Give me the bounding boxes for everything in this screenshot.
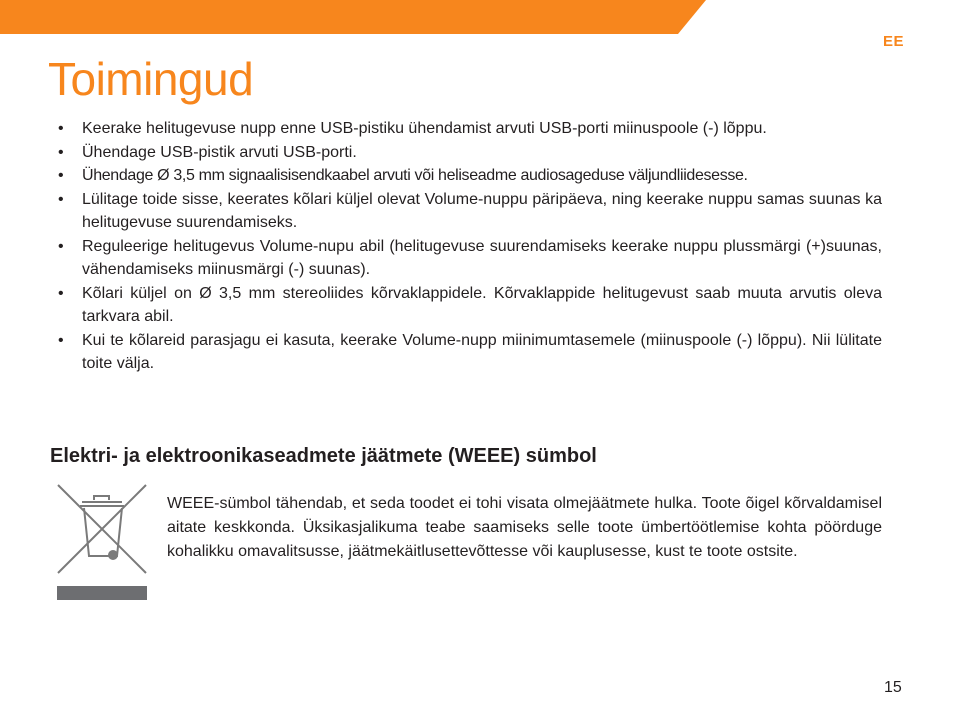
weee-description: WEEE-sümbol tähendab, et seda toodet ei tohi visata olmejäätmete hulka. Toote õigel kõrvaldamisel aitate keskkonda. Üksikasjalikuma teabe saamiseks selle toote ümbertöötlemise kohta pöörduge kohalikku omavalitsusse, jäätmekäitlusettevõttesse või kauplusesse, kust te toote ostsite. — [167, 495, 882, 560]
crossed-out-wheelie-bin-icon — [54, 480, 150, 602]
step-text: Ühendage Ø 3,5 mm signaalisisendkaabel arvuti või heliseadme audiosageduse väljundliidesesse. — [82, 167, 748, 184]
step-text: Lülitage toide sisse, keerates kõlari küljel olevat Volume-nuppu päripäeva, ning keerake nuppu samas suunas ka helitugevuse suurendamiseks. — [82, 190, 882, 231]
step-text: Kõlari küljel on Ø 3,5 mm stereoliides kõrvaklappidele. Kõrvaklappide helitugevust saab muuta arvutis oleva tarkvara abil. — [82, 284, 882, 325]
step-text: Reguleerige helitugevus Volume-nupu abil (helitugevuse suurendamiseks keerake nuppu plussmärgi (+)suunas, vähendamiseks miinusmärgi (-) suunas). — [82, 237, 882, 278]
list-item — [48, 117, 882, 141]
list-item — [48, 235, 882, 282]
step-text: Kui te kõlareid parasjagu ei kasuta, keerake Volume-nupp miinimumtasemele (miinuspoole (-) lõppu). Nii lülitate toite välja. — [82, 331, 882, 372]
weee-heading: Elektri- ja elektroonikaseadmete jäätmete (WEEE) sümbol — [50, 445, 597, 467]
steps-list — [48, 117, 882, 376]
top-orange-banner — [0, 0, 954, 34]
bullet: • — [58, 284, 64, 302]
bullet: • — [58, 237, 64, 255]
page-title: Toimingud — [48, 53, 254, 105]
step-text: Ühendage USB-pistik arvuti USB-porti. — [82, 143, 357, 161]
bullet: • — [58, 167, 64, 184]
list-item — [48, 164, 882, 188]
bullet: • — [58, 143, 64, 161]
list-item — [48, 282, 882, 329]
language-code: EE — [883, 33, 905, 50]
list-item — [48, 188, 882, 235]
bullet: • — [58, 190, 64, 208]
bullet: • — [58, 120, 64, 137]
step-text: Keerake helitugevuse nupp enne USB-pistiku ühendamist arvuti USB-porti miinuspoole (-) lõppu. — [82, 120, 767, 137]
list-item — [48, 329, 882, 376]
page-number: 15 — [884, 679, 902, 696]
bullet: • — [58, 331, 64, 349]
list-item — [48, 141, 882, 165]
